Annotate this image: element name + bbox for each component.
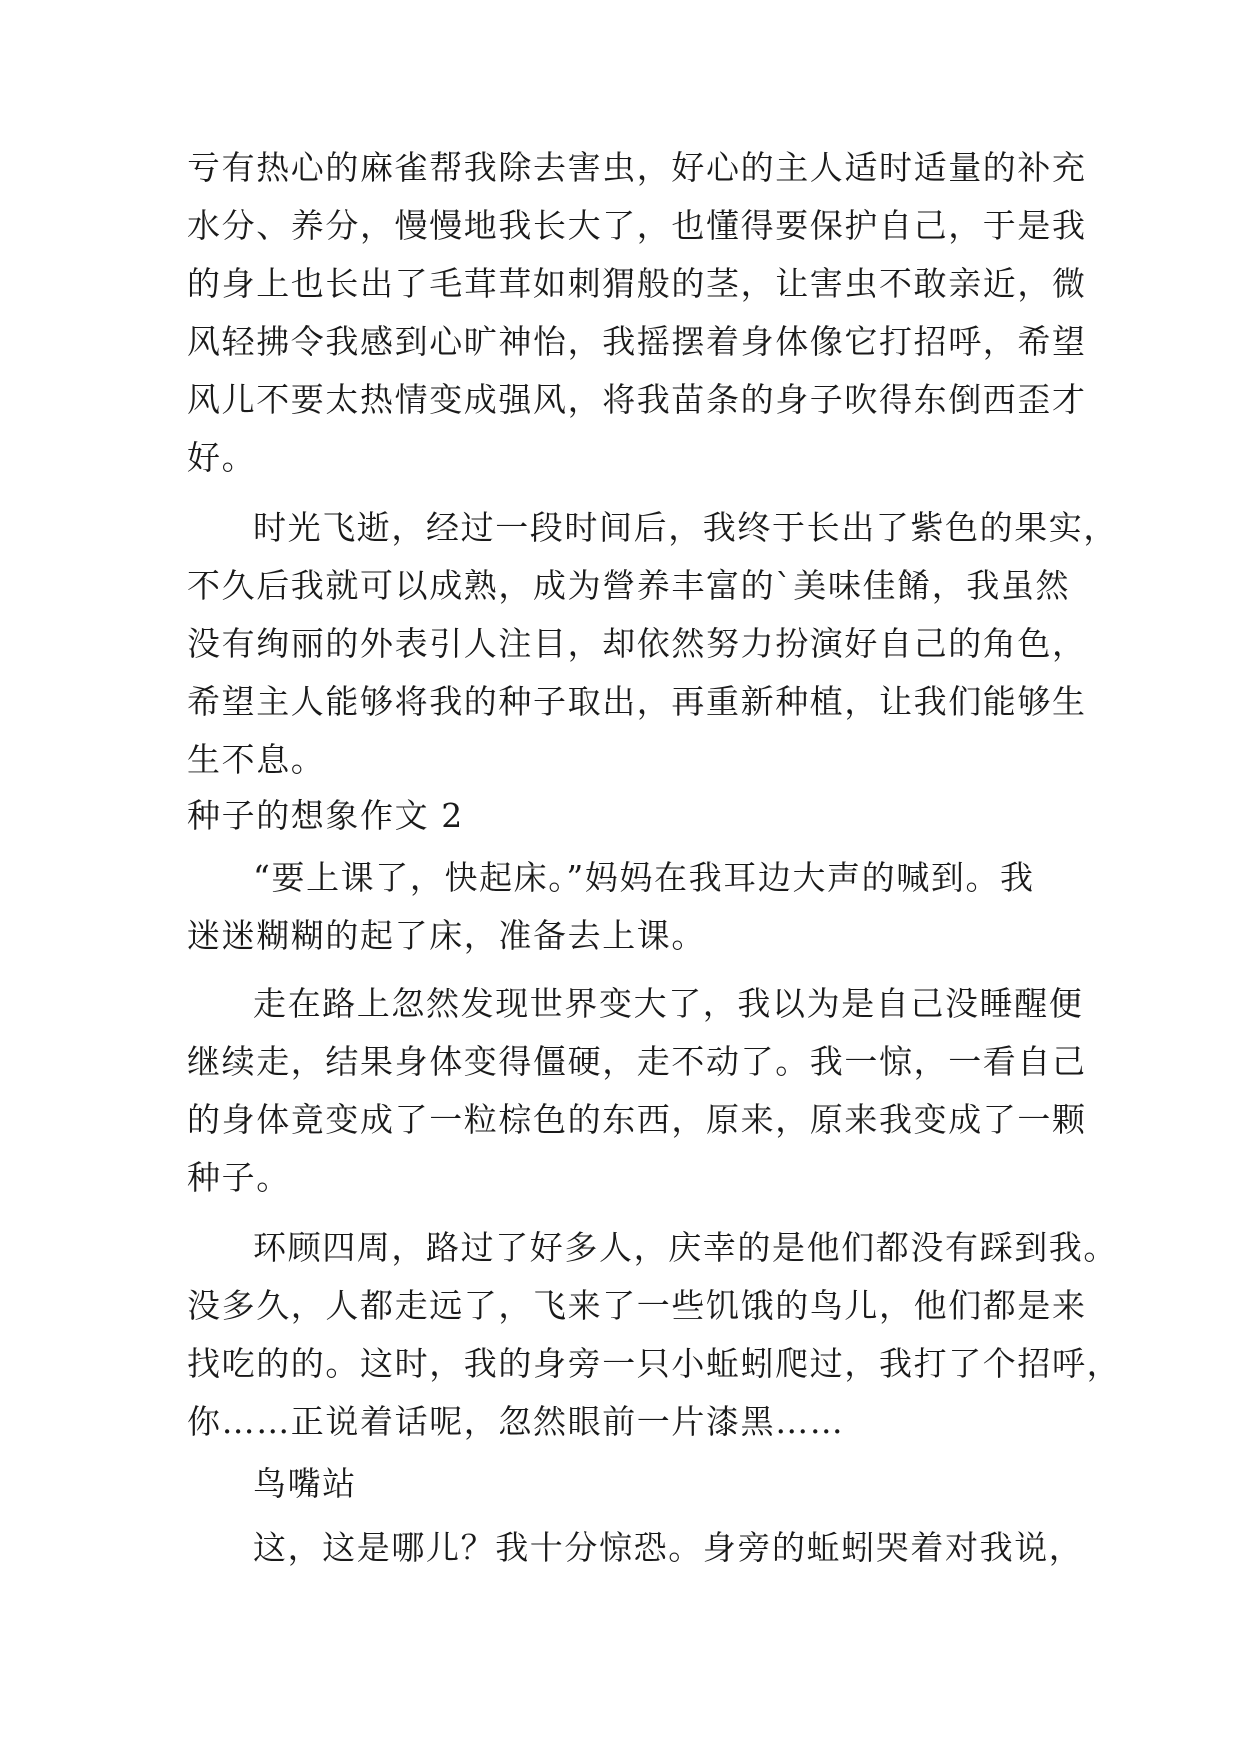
paragraph-start-line: 鸟嘴站	[253, 1464, 357, 1503]
text-line: 继续走，结果身体变得僵硬，走不动了。我一惊，一看自己	[187, 1042, 1087, 1081]
text-line: 你……正说着话呢，忽然眼前一片漆黑……	[187, 1402, 845, 1441]
paragraph-start-line: 环顾四周，路过了好多人，庆幸的是他们都没有踩到我。	[253, 1228, 1118, 1267]
text-line: 的身上也长出了毛茸茸如刺猬般的茎，让害虫不敢亲近，微	[187, 264, 1087, 303]
paragraph-start-line: “要上课了，快起床。”妈妈在我耳边大声的喊到。我	[253, 858, 1035, 897]
text-line: 亏有热心的麻雀帮我除去害虫，好心的主人适时适量的补充	[187, 148, 1087, 187]
text-line: 种子。	[187, 1158, 291, 1197]
paragraph-start-line: 时光飞逝，经过一段时间后，我终于长出了紫色的果实，	[253, 508, 1118, 547]
text-line: 不久后我就可以成熟，成为營养丰富的`美味佳餚，我虽然	[187, 566, 1071, 605]
text-line: 找吃的的。这时，我的身旁一只小蚯蚓爬过，我打了个招呼，	[187, 1344, 1122, 1383]
text-line: 风轻拂令我感到心旷神怡，我摇摆着身体像它打招呼，希望	[187, 322, 1087, 361]
paragraph-start-line: 这，这是哪儿？我十分惊恐。身旁的蚯蚓哭着对我说，	[253, 1528, 1084, 1567]
paragraph-start-line: 走在路上忽然发现世界变大了，我以为是自己没睡醒便	[253, 984, 1084, 1023]
text-line: 的身体竟变成了一粒棕色的东西，原来，原来我变成了一颗	[187, 1100, 1087, 1139]
text-line: 迷迷糊糊的起了床，准备去上课。	[187, 916, 706, 955]
text-line: 风儿不要太热情变成强风，将我苗条的身子吹得东倒西歪才	[187, 380, 1087, 419]
text-line: 希望主人能够将我的种子取出，再重新种植，让我们能够生	[187, 682, 1087, 721]
text-line: 没多久，人都走远了，飞来了一些饥饿的鸟儿，他们都是来	[187, 1286, 1087, 1325]
text-line: 没有绚丽的外表引人注目，却依然努力扮演好自己的角色，	[187, 624, 1087, 663]
text-line: 水分、养分，慢慢地我长大了，也懂得要保护自己，于是我	[187, 206, 1087, 245]
section-heading: 种子的想象作文 2	[187, 796, 464, 835]
text-line: 好。	[187, 438, 257, 477]
text-line: 生不息。	[187, 740, 326, 779]
